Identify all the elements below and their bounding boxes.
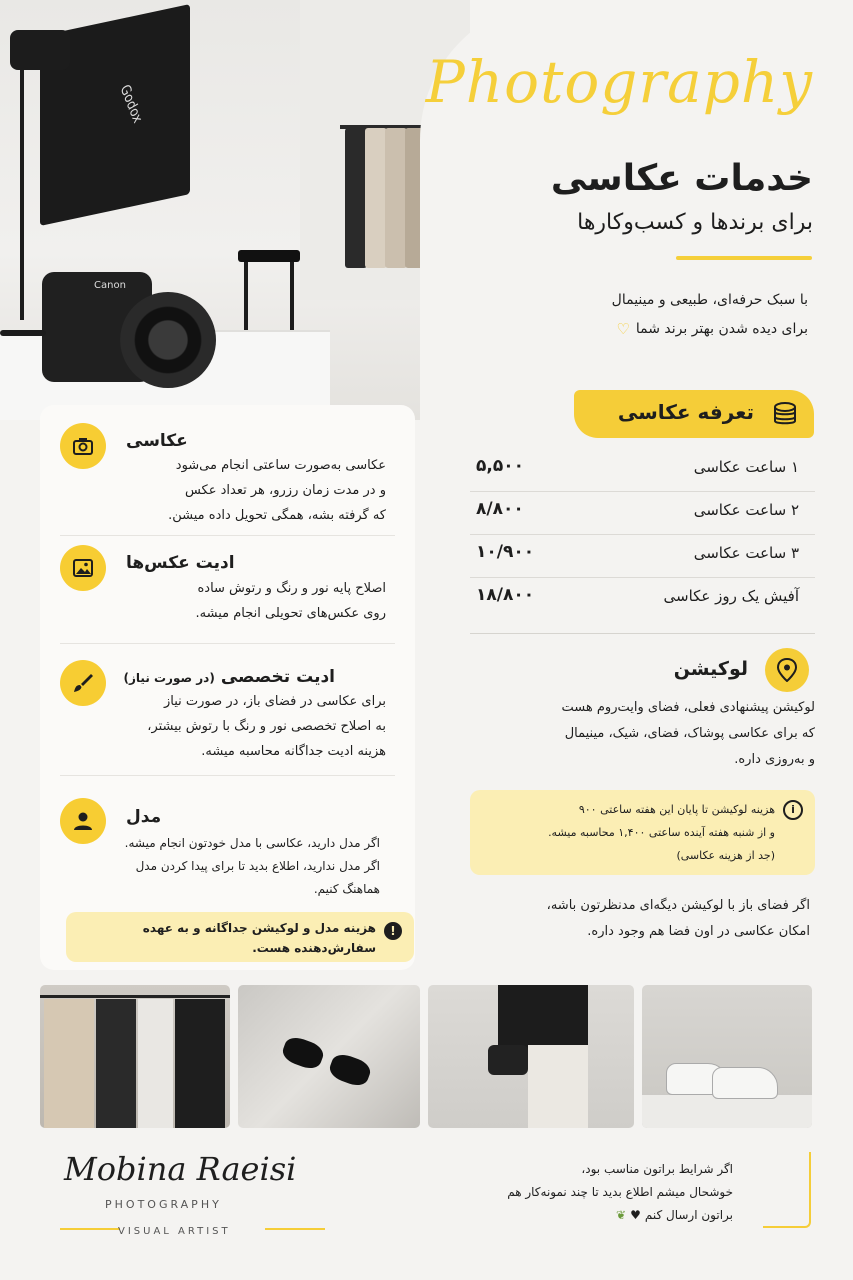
price-row <box>470 577 815 620</box>
text-line: (جد از هزینه عکاسی) <box>676 849 775 862</box>
tagline: با سبک حرفه‌ای، طبیعی و مینیمال <box>611 292 808 308</box>
text-line: لوکیشن پیشنهادی فعلی، فضای وایت‌روم هست <box>561 700 815 715</box>
text-line: اگر مدل دارید، عکاسی با مدل خودتون انجام میشه. <box>124 836 380 850</box>
service-title-note: (در صورت نیاز) <box>123 671 215 685</box>
image-icon <box>60 545 106 591</box>
service-title: ادیت عکس‌ها <box>126 553 235 573</box>
page-subtitle: برای برندها و کسب‌وکارها <box>577 210 813 235</box>
cta-bracket <box>763 1152 811 1228</box>
price-row <box>470 448 815 492</box>
softbox-brand: Godox <box>116 82 145 127</box>
camera-strap <box>0 330 46 336</box>
text-line: برای عکاسی در فضای باز، در صورت نیاز <box>164 694 386 709</box>
text-line: هزینه مدل و لوکیشن جداگانه و به عهده <box>142 921 376 935</box>
services-note <box>66 912 414 962</box>
service-title: عکاسی <box>126 431 188 451</box>
info-icon: i <box>783 800 803 820</box>
sunglasses-photo <box>238 985 420 1128</box>
heart-icon: ♡ <box>616 320 630 338</box>
text-line: هماهنگ کنیم. <box>313 882 380 896</box>
coat <box>385 128 407 268</box>
text-line: امکان عکاسی در اون فضا هم وجود داره. <box>587 924 810 939</box>
service-description <box>80 832 380 901</box>
text-line: اصلاح پایه نور و رنگ و رتوش ساده <box>197 581 386 596</box>
signature: Mobina Raeisi <box>64 1150 297 1188</box>
script-title: Photography <box>425 48 813 116</box>
price-value: ۱۸/۸۰۰ <box>476 585 535 605</box>
location-pin-icon <box>765 648 809 692</box>
page-title: خدمات عکاسی <box>550 158 813 199</box>
text-line: که برای عکاسی پوشاک، فضای، شیک، مینیمال <box>564 726 815 741</box>
price-label: ۱ ساعت عکاسی <box>693 458 799 476</box>
text-line: براتون ارسال کنم <box>644 1208 733 1222</box>
note-text <box>86 918 376 958</box>
text-line: عکاسی به‌صورت ساعتی انجام می‌شود <box>175 458 386 473</box>
service-description <box>106 689 386 764</box>
divider <box>60 643 395 644</box>
price-row <box>470 491 815 535</box>
light-head <box>10 30 70 70</box>
service-title: ادیت تخصصی <box>220 667 335 687</box>
stool <box>238 250 300 262</box>
leaf-icon: ❦ <box>616 1208 627 1222</box>
text-line: اگر شرایط براتون مناسب بود، <box>581 1162 733 1176</box>
text-line: و از شنبه هفته آینده ساعتی ۱,۴۰۰ محاسبه میشه. <box>548 826 775 839</box>
model-outfit-photo <box>428 985 634 1128</box>
location-note <box>470 790 815 875</box>
light-stand <box>20 60 24 320</box>
price-label: ۳ ساعت عکاسی <box>693 544 799 562</box>
clothing-rack-photo <box>40 985 230 1128</box>
camera-brand: Canon <box>94 280 126 291</box>
price-value: ۱۰/۹۰۰ <box>476 542 535 562</box>
service-description <box>126 576 386 626</box>
text-line: هزینه لوکیشن تا پایان این هفته ساعتی ۹۰۰ <box>578 803 775 816</box>
coat <box>345 128 367 268</box>
heart-icon: ♥ <box>630 1208 641 1222</box>
price-value: ۸/۸۰۰ <box>476 499 524 519</box>
service-title-row <box>124 667 335 687</box>
signature-subtitle: PHOTOGRAPHY <box>105 1198 222 1211</box>
service-description <box>126 453 386 528</box>
divider <box>60 1228 120 1230</box>
text-line: که گرفته بشه، همگی تحویل داده میشن. <box>168 508 386 523</box>
location-description <box>470 695 815 773</box>
price-label: ۲ ساعت عکاسی <box>693 501 799 519</box>
hero-studio-photo <box>0 0 470 420</box>
note-text <box>475 798 775 867</box>
divider <box>265 1228 325 1230</box>
sneakers-photo <box>642 985 812 1128</box>
services-card <box>40 405 415 970</box>
cta-text <box>453 1158 733 1227</box>
divider <box>470 633 815 634</box>
text-line: و در مدت زمان رزرو، هر تعداد عکس <box>184 483 386 498</box>
text-line: خوشحال میشم اطلاع بدید تا چند نمونه‌کار هم <box>507 1185 733 1199</box>
text-line: و به‌روزی داره. <box>734 752 815 767</box>
price-label: آفیش یک روز عکاسی <box>663 587 799 605</box>
cta-last-line <box>453 1204 733 1227</box>
tagline: برای دیده شدن بهتر برند شما <box>635 321 808 337</box>
retouch-brush-icon <box>60 660 106 706</box>
text-line: به اصلاح تخصصی نور و رنگ با رتوش بیشتر، <box>147 719 386 734</box>
pricing-header <box>574 390 814 438</box>
pricing-title: تعرفه عکاسی <box>617 400 754 424</box>
outdoor-note <box>470 893 810 945</box>
divider <box>60 535 395 536</box>
camera-lens <box>120 292 216 388</box>
tagline-row <box>616 320 808 338</box>
title-underline <box>676 256 812 260</box>
divider <box>60 775 395 776</box>
text-line: اگر فضای باز با لوکیشن دیگه‌ای مدنظرتون باشه، <box>546 898 810 913</box>
price-value: ۵,۵۰۰ <box>476 456 524 476</box>
price-row <box>470 534 815 578</box>
text-line: اگر مدل ندارید، اطلاع بدید تا برای پیدا کردن مدل <box>135 859 380 873</box>
coins-icon <box>770 399 800 429</box>
text-line: روی عکس‌های تحویلی انجام میشه. <box>195 606 386 621</box>
location-title: لوکیشن <box>673 658 748 680</box>
camera-icon <box>60 423 106 469</box>
text-line: هزینه ادیت جداگانه محاسبه میشه. <box>201 744 386 759</box>
service-title: مدل <box>126 807 162 827</box>
signature-role: VISUAL ARTIST <box>118 1226 231 1237</box>
text-line: سفارش‌دهنده هست. <box>252 941 376 955</box>
coat <box>365 128 387 268</box>
alert-icon: ! <box>384 922 402 940</box>
